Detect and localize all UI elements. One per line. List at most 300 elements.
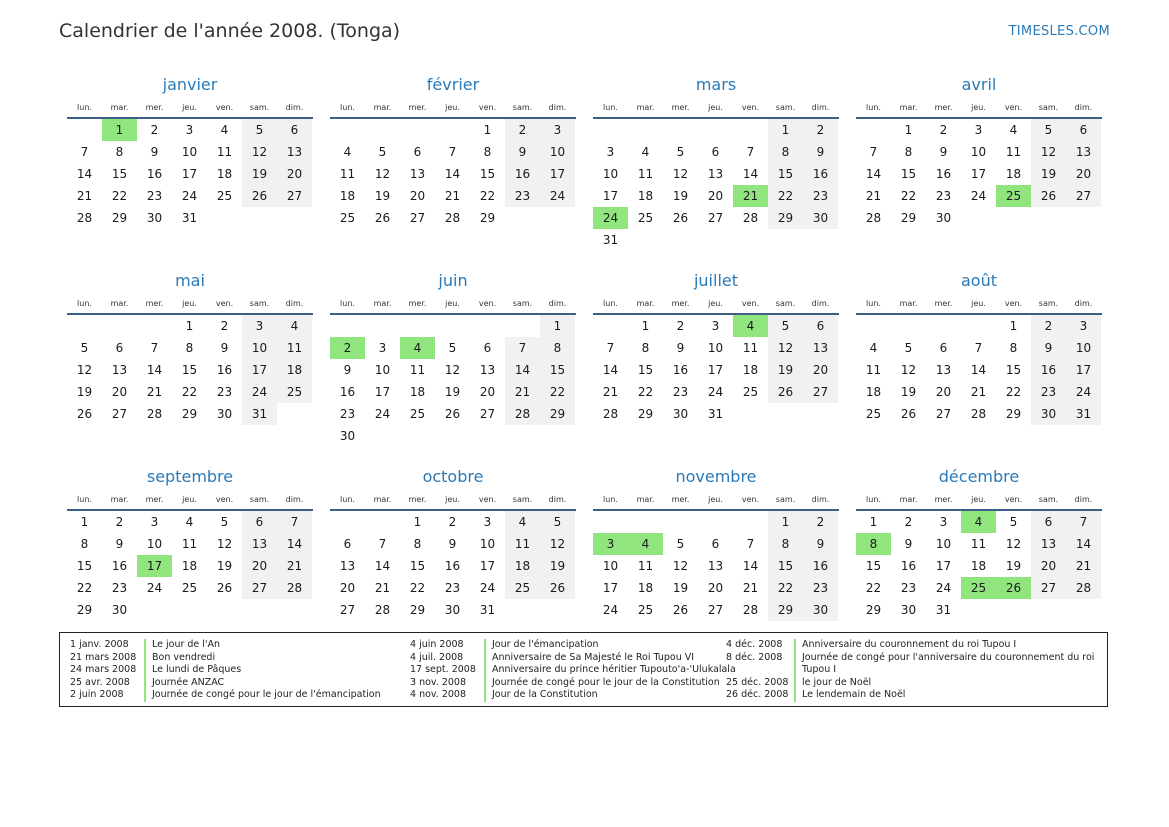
day: 2 — [505, 119, 540, 141]
day: 20 — [479, 385, 496, 399]
legend-marker — [484, 689, 486, 702]
day: 15 — [865, 559, 882, 573]
day: 25 — [181, 581, 198, 595]
legend-marker — [794, 677, 796, 690]
empty-cell — [102, 315, 137, 337]
day: 25 — [339, 211, 356, 225]
day: 6 — [711, 537, 720, 551]
holiday-day: 17 — [137, 555, 172, 577]
day: 14 — [146, 363, 163, 377]
legend-holiday-name: Journée de congé pour l'anniversaire du couronnement du roi Tupou I — [802, 651, 1095, 675]
day: 17 — [242, 359, 277, 381]
day: 22 — [111, 189, 128, 203]
day: 29 — [409, 603, 426, 617]
day: 3 — [540, 119, 575, 141]
day: 6 — [343, 537, 352, 551]
weekday-label: mar. — [373, 102, 392, 112]
day: 23 — [672, 385, 689, 399]
legend-date: 4 nov. 2008 — [410, 689, 466, 700]
day: 27 — [111, 407, 128, 421]
weekday-label: mer. — [408, 494, 427, 504]
day: 8 — [904, 145, 913, 159]
day: 11 — [742, 341, 759, 355]
weekday-label: mer. — [934, 102, 953, 112]
weekday-label: ven. — [478, 102, 497, 112]
month-block — [856, 465, 1102, 628]
day-grid — [67, 511, 313, 621]
legend-holiday-name: le jour de Noël — [802, 676, 872, 688]
day: 30 — [444, 603, 461, 617]
weekday-label: lun. — [866, 102, 881, 112]
weekday-label: sam. — [249, 298, 270, 308]
month-block — [593, 73, 839, 269]
day: 19 — [768, 359, 803, 381]
legend-entry — [410, 664, 736, 677]
legend-holiday-name: Anniversaire du couronnement du roi Tupou I — [802, 639, 1017, 650]
day: 29 — [865, 603, 882, 617]
day: 23 — [216, 385, 233, 399]
weekday-label: dim. — [548, 298, 567, 308]
day: 30 — [111, 603, 128, 617]
empty-cell — [663, 119, 698, 141]
day: 31 — [707, 407, 724, 421]
day-grid — [67, 119, 313, 229]
day: 25 — [277, 381, 312, 403]
weekday-label: jeu. — [445, 102, 460, 112]
day: 28 — [444, 211, 461, 225]
month-block — [67, 269, 313, 465]
day: 7 — [1066, 511, 1101, 533]
day: 30 — [146, 211, 163, 225]
day: 16 — [444, 559, 461, 573]
day: 28 — [146, 407, 163, 421]
day: 28 — [865, 211, 882, 225]
empty-cell — [663, 511, 698, 533]
empty-cell — [961, 315, 996, 337]
day: 4 — [869, 341, 878, 355]
day: 7 — [974, 341, 983, 355]
day: 5 — [768, 315, 803, 337]
day: 4 — [505, 511, 540, 533]
day: 8 — [768, 533, 803, 555]
holiday-day: 25 — [961, 577, 996, 599]
weekday-label: mar. — [636, 494, 655, 504]
day: 5 — [220, 515, 229, 529]
weekday-label: dim. — [548, 494, 567, 504]
weekday-label: lun. — [340, 494, 355, 504]
day: 24 — [242, 381, 277, 403]
day: 26 — [76, 407, 93, 421]
weekday-label: ven. — [741, 298, 760, 308]
day: 24 — [181, 189, 198, 203]
day: 15 — [479, 167, 496, 181]
day: 10 — [374, 363, 391, 377]
month-name: mai — [175, 271, 205, 290]
day: 23 — [803, 185, 838, 207]
day: 30 — [803, 207, 838, 229]
legend-marker — [144, 664, 146, 677]
day-grid — [330, 315, 576, 447]
day: 8 — [768, 141, 803, 163]
day: 3 — [1066, 315, 1101, 337]
weekday-label: ven. — [215, 102, 234, 112]
day: 2 — [220, 319, 229, 333]
day: 18 — [505, 555, 540, 577]
day: 12 — [444, 363, 461, 377]
weekday-label: mer. — [145, 298, 164, 308]
weekday-header — [593, 489, 839, 511]
weekday-label: dim. — [285, 298, 304, 308]
day: 7 — [746, 537, 755, 551]
day: 6 — [483, 341, 492, 355]
day: 12 — [540, 533, 575, 555]
day: 23 — [111, 581, 128, 595]
legend-column — [70, 639, 381, 702]
day: 27 — [277, 185, 312, 207]
weekday-label: ven. — [478, 298, 497, 308]
legend-column — [410, 639, 736, 702]
site-link[interactable]: TIMESLES.COM — [1008, 24, 1110, 39]
day: 1 — [768, 511, 803, 533]
weekday-header — [593, 97, 839, 119]
empty-cell — [628, 511, 663, 533]
day: 5 — [80, 341, 89, 355]
day: 18 — [409, 385, 426, 399]
day: 27 — [479, 407, 496, 421]
day: 22 — [768, 577, 803, 599]
day: 24 — [602, 603, 619, 617]
legend-holiday-name: Jour de l'émancipation — [492, 639, 599, 650]
empty-cell — [593, 511, 628, 533]
day: 30 — [900, 603, 917, 617]
weekday-header — [856, 97, 1102, 119]
day: 18 — [865, 385, 882, 399]
empty-cell — [365, 315, 400, 337]
holiday-day: 25 — [996, 185, 1031, 207]
day: 20 — [1066, 163, 1101, 185]
weekday-header — [330, 489, 576, 511]
day: 11 — [181, 537, 198, 551]
day: 27 — [707, 603, 724, 617]
legend-holiday-name: Anniversaire de Sa Majesté le Roi Tupou VI — [492, 651, 695, 663]
day: 29 — [768, 599, 803, 621]
empty-cell — [926, 315, 961, 337]
day: 9 — [343, 363, 352, 377]
day: 2 — [939, 123, 948, 137]
day: 13 — [409, 167, 426, 181]
day: 11 — [505, 533, 540, 555]
weekday-label: dim. — [811, 102, 830, 112]
day: 19 — [242, 163, 277, 185]
day: 14 — [76, 167, 93, 181]
holiday-day: 24 — [593, 207, 628, 229]
day-grid — [856, 511, 1102, 621]
day: 29 — [479, 211, 496, 225]
month-name: décembre — [938, 467, 1020, 486]
day: 1 — [641, 319, 650, 333]
day: 23 — [935, 189, 952, 203]
weekday-label: ven. — [741, 102, 760, 112]
day: 24 — [146, 581, 163, 595]
day: 19 — [540, 555, 575, 577]
day: 28 — [742, 603, 759, 617]
day: 15 — [768, 163, 803, 185]
legend-date: 4 déc. 2008 — [726, 639, 783, 650]
day: 24 — [479, 581, 496, 595]
legend-marker — [144, 689, 146, 702]
day: 13 — [707, 167, 724, 181]
legend-entry — [726, 652, 1102, 677]
day: 30 — [1031, 403, 1066, 425]
day: 3 — [711, 319, 720, 333]
weekday-label: mer. — [671, 298, 690, 308]
day: 23 — [444, 581, 461, 595]
weekday-header — [593, 293, 839, 315]
day: 26 — [444, 407, 461, 421]
weekday-label: ven. — [1004, 494, 1023, 504]
empty-cell — [330, 511, 365, 533]
month-name: juin — [438, 271, 468, 290]
day: 20 — [707, 189, 724, 203]
day: 15 — [637, 363, 654, 377]
day: 5 — [1031, 119, 1066, 141]
day: 25 — [637, 603, 654, 617]
weekday-label: ven. — [741, 494, 760, 504]
day: 14 — [742, 559, 759, 573]
day: 7 — [606, 341, 615, 355]
day: 2 — [904, 515, 913, 529]
day-grid — [67, 315, 313, 425]
day: 9 — [220, 341, 229, 355]
day-grid — [593, 511, 839, 621]
day: 1 — [483, 123, 492, 137]
weekday-label: sam. — [249, 494, 270, 504]
weekday-label: ven. — [1004, 298, 1023, 308]
legend-holiday-name: Journée de congé pour le jour de l'émancipation — [152, 689, 381, 700]
day: 4 — [185, 515, 194, 529]
weekday-label: sam. — [512, 494, 533, 504]
day: 24 — [707, 385, 724, 399]
day: 12 — [672, 559, 689, 573]
empty-cell — [400, 315, 435, 337]
weekday-label: ven. — [215, 494, 234, 504]
day: 3 — [483, 515, 492, 529]
weekday-label: jeu. — [182, 298, 197, 308]
day: 15 — [409, 559, 426, 573]
legend-entry — [70, 677, 381, 690]
weekday-label: jeu. — [445, 298, 460, 308]
day: 16 — [803, 163, 838, 185]
month-name: septembre — [146, 467, 234, 486]
day: 31 — [181, 211, 198, 225]
day: 6 — [939, 341, 948, 355]
weekday-label: mar. — [110, 298, 129, 308]
day: 10 — [540, 141, 575, 163]
day: 11 — [277, 337, 312, 359]
day: 31 — [479, 603, 496, 617]
day: 13 — [277, 141, 312, 163]
weekday-label: dim. — [1074, 102, 1093, 112]
empty-cell — [593, 315, 628, 337]
day: 9 — [803, 533, 838, 555]
day: 11 — [339, 167, 356, 181]
day: 20 — [339, 581, 356, 595]
day: 26 — [672, 603, 689, 617]
day: 12 — [900, 363, 917, 377]
day: 9 — [150, 145, 159, 159]
day: 23 — [1031, 381, 1066, 403]
day: 10 — [242, 337, 277, 359]
day: 1 — [768, 119, 803, 141]
day: 25 — [865, 407, 882, 421]
day: 12 — [1005, 537, 1022, 551]
day: 18 — [181, 559, 198, 573]
empty-cell — [698, 511, 733, 533]
day: 26 — [768, 381, 803, 403]
day: 28 — [742, 211, 759, 225]
day: 14 — [742, 167, 759, 181]
day: 8 — [540, 337, 575, 359]
weekday-label: mar. — [899, 102, 918, 112]
legend-marker — [794, 639, 796, 652]
day: 21 — [76, 189, 93, 203]
day: 10 — [1066, 337, 1101, 359]
day: 5 — [676, 537, 685, 551]
day: 15 — [111, 167, 128, 181]
day: 5 — [904, 341, 913, 355]
empty-cell — [733, 119, 768, 141]
day: 22 — [540, 381, 575, 403]
day: 2 — [676, 319, 685, 333]
weekday-label: sam. — [1038, 494, 1059, 504]
day: 9 — [1031, 337, 1066, 359]
weekday-label: dim. — [1074, 494, 1093, 504]
month-name: février — [426, 75, 480, 94]
day: 21 — [374, 581, 391, 595]
weekday-label: mer. — [145, 494, 164, 504]
day: 9 — [939, 145, 948, 159]
day: 8 — [80, 537, 89, 551]
day: 26 — [900, 407, 917, 421]
weekday-label: sam. — [1038, 298, 1059, 308]
day-grid — [856, 119, 1102, 229]
day: 24 — [970, 189, 987, 203]
day: 1 — [1009, 319, 1018, 333]
day: 15 — [181, 363, 198, 377]
weekday-label: lun. — [866, 298, 881, 308]
weekday-label: jeu. — [971, 494, 986, 504]
day: 11 — [637, 559, 654, 573]
day: 7 — [869, 145, 878, 159]
empty-cell — [435, 315, 470, 337]
day: 3 — [378, 341, 387, 355]
legend-marker — [484, 677, 486, 690]
legend-date: 4 juil. 2008 — [410, 651, 464, 663]
day-grid — [330, 511, 576, 621]
day: 21 — [146, 385, 163, 399]
day: 18 — [1005, 167, 1022, 181]
day: 12 — [374, 167, 391, 181]
day: 23 — [146, 189, 163, 203]
day: 22 — [768, 185, 803, 207]
day: 10 — [970, 145, 987, 159]
day: 23 — [803, 577, 838, 599]
day: 19 — [672, 189, 689, 203]
day: 22 — [900, 189, 917, 203]
legend-date: 24 mars 2008 — [70, 664, 137, 675]
weekday-label: lun. — [866, 494, 881, 504]
holiday-day: 4 — [733, 315, 768, 337]
legend-date: 26 déc. 2008 — [726, 689, 789, 700]
day: 11 — [970, 537, 987, 551]
legend-marker — [794, 689, 796, 702]
holiday-day: 26 — [996, 577, 1031, 599]
empty-cell — [856, 119, 891, 141]
day: 3 — [606, 145, 615, 159]
legend-date: 2 juin 2008 — [70, 689, 124, 700]
weekday-label: sam. — [1038, 102, 1059, 112]
day: 1 — [413, 515, 422, 529]
day: 22 — [479, 189, 496, 203]
day: 20 — [242, 555, 277, 577]
day: 8 — [641, 341, 650, 355]
months-grid — [67, 73, 1102, 628]
day: 27 — [339, 603, 356, 617]
legend-marker — [144, 677, 146, 690]
day: 27 — [1031, 577, 1066, 599]
holiday-day: 1 — [102, 119, 137, 141]
legend-marker — [484, 664, 486, 677]
legend-entry — [70, 639, 381, 652]
month-block — [67, 465, 313, 628]
day: 4 — [343, 145, 352, 159]
day: 31 — [242, 403, 277, 425]
day: 7 — [378, 537, 387, 551]
day: 14 — [1066, 533, 1101, 555]
day: 7 — [150, 341, 159, 355]
weekday-label: lun. — [77, 102, 92, 112]
weekday-label: mer. — [671, 494, 690, 504]
day: 2 — [115, 515, 124, 529]
day: 17 — [970, 167, 987, 181]
legend-date: 25 avr. 2008 — [70, 676, 130, 688]
legend-column — [726, 639, 1102, 702]
day: 8 — [483, 145, 492, 159]
day: 17 — [935, 559, 952, 573]
day: 13 — [242, 533, 277, 555]
day: 21 — [602, 385, 619, 399]
day: 10 — [479, 537, 496, 551]
day: 25 — [505, 577, 540, 599]
day: 7 — [505, 337, 540, 359]
day: 13 — [479, 363, 496, 377]
legend-holiday-name: Anniversaire du prince héritier Tupouto'a-'Ulukalala — [492, 664, 736, 675]
day: 10 — [181, 145, 198, 159]
day: 7 — [448, 145, 457, 159]
day: 25 — [637, 211, 654, 225]
weekday-label: mar. — [636, 102, 655, 112]
day: 22 — [409, 581, 426, 595]
day: 15 — [540, 359, 575, 381]
month-name: janvier — [162, 75, 218, 94]
weekday-label: jeu. — [445, 494, 460, 504]
day: 21 — [277, 555, 312, 577]
month-name: juillet — [693, 271, 739, 290]
legend-marker — [144, 639, 146, 652]
day: 1 — [80, 515, 89, 529]
day: 31 — [935, 603, 952, 617]
day: 29 — [111, 211, 128, 225]
